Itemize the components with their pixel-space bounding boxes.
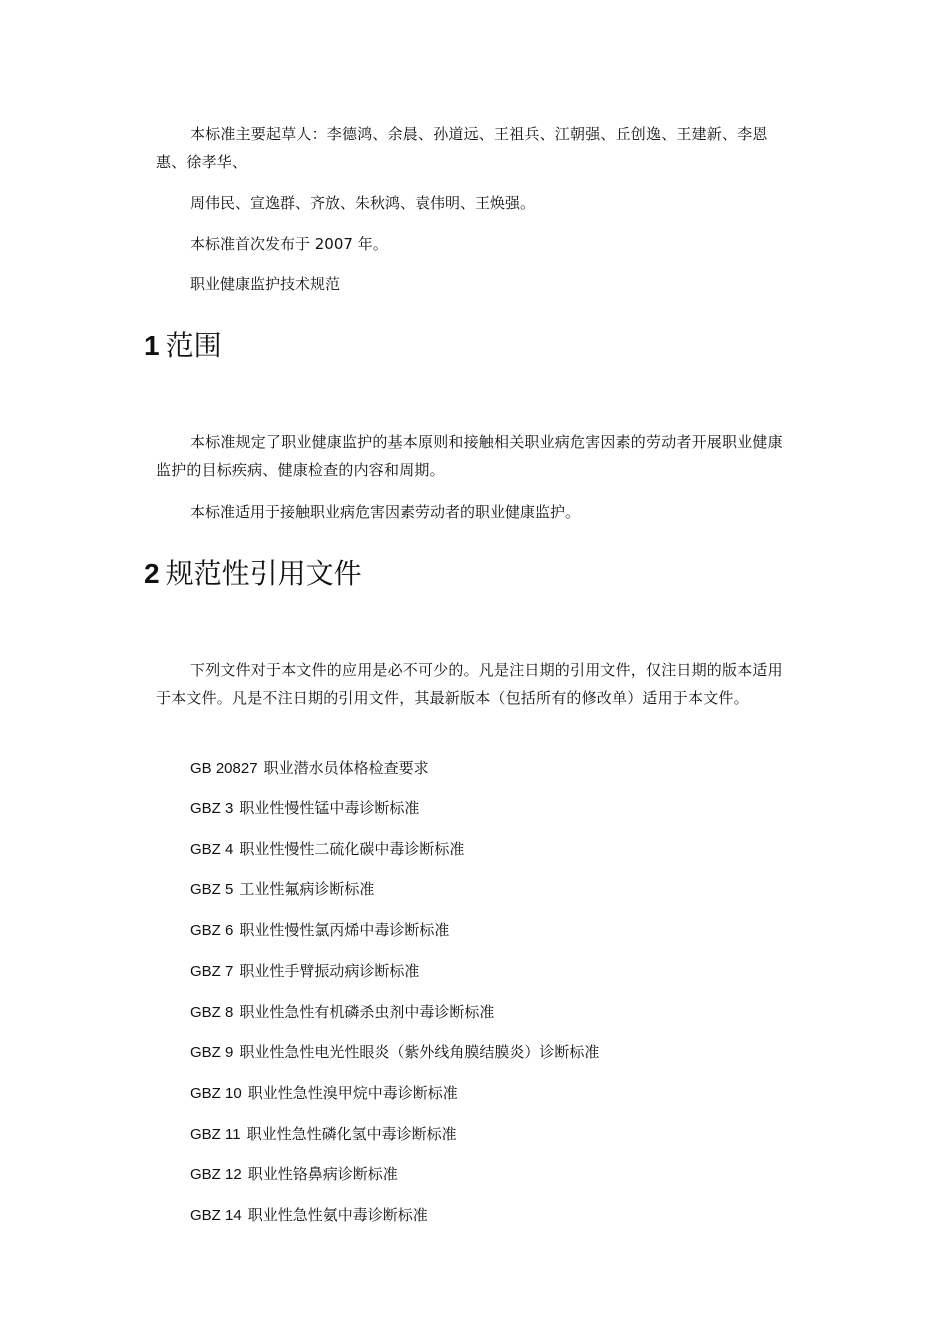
reference-item [190, 1204, 428, 1227]
section-1-number: 1 [144, 330, 160, 361]
reference-title: 职业性慢性二硫化碳中毒诊断标准 [239, 840, 465, 858]
reference-item [190, 960, 419, 983]
section-1-title: 范围 [165, 329, 222, 362]
references-intro: 下列文件对于本文件的应用是必不可少的。凡是注日期的引用文件，仅注日期的版本适用于本文件。凡是不注日期的引用文件，其最新版本（包括所有的修改单）适用于本文件。 [156, 661, 783, 707]
reference-code: GBZ 4 [190, 841, 234, 858]
section-1-heading [144, 328, 222, 364]
scope-paragraph-2: 本标准适用于接触职业病危害因素劳动者的职业健康监护。 [190, 503, 581, 521]
reference-title: 职业性急性电光性眼炎（紫外线角膜结膜炎）诊断标准 [239, 1043, 600, 1061]
drafters-paragraph: 本标准主要起草人：李德鸿、余晨、孙道远、王祖兵、江朝强、丘创逸、王建新、李恩惠、徐孝华、 [156, 125, 768, 171]
section-2-heading [144, 556, 362, 592]
reference-code: GBZ 12 [190, 1166, 242, 1183]
reference-item [190, 1123, 457, 1146]
reference-code: GBZ 5 [190, 881, 234, 898]
reference-item [190, 838, 464, 861]
reference-code: GBZ 11 [190, 1126, 241, 1143]
reference-title: 职业性手臂振动病诊断标准 [239, 962, 420, 980]
reference-code: GBZ 8 [190, 1004, 234, 1021]
first-issue-note: 本标准首次发布于 2007 年。 [190, 235, 388, 253]
reference-item [190, 878, 374, 901]
reference-title: 职业性慢性氯丙烯中毒诊断标准 [239, 921, 450, 939]
reference-code: GBZ 14 [190, 1207, 242, 1224]
reference-item [190, 1163, 398, 1186]
reference-code: GBZ 10 [190, 1085, 242, 1102]
reference-title: 职业性慢性锰中毒诊断标准 [239, 799, 420, 817]
reference-code: GB 20827 [190, 760, 258, 777]
reference-title: 职业性急性磷化氢中毒诊断标准 [246, 1125, 457, 1143]
reference-title: 职业性急性溴甲烷中毒诊断标准 [247, 1084, 458, 1102]
reference-title: 职业性急性有机磷杀虫剂中毒诊断标准 [239, 1003, 495, 1021]
reference-code: GBZ 9 [190, 1044, 234, 1061]
reference-item [190, 757, 429, 780]
reference-code: GBZ 7 [190, 963, 234, 980]
section-2-title: 规范性引用文件 [165, 557, 362, 590]
reference-item [190, 797, 419, 820]
reference-item [190, 1082, 458, 1105]
reference-item [190, 919, 449, 942]
reference-code: GBZ 6 [190, 922, 234, 939]
reference-title: 职业性铬鼻病诊断标准 [247, 1165, 398, 1183]
document-title: 职业健康监护技术规范 [190, 275, 341, 293]
reference-code: GBZ 3 [190, 800, 234, 817]
reference-title: 职业性急性氨中毒诊断标准 [247, 1206, 428, 1224]
scope-paragraph-1: 本标准规定了职业健康监护的基本原则和接触相关职业病危害因素的劳动者开展职业健康监护的目标疾病、健康检查的内容和周期。 [156, 433, 783, 479]
reference-title: 职业潜水员体格检查要求 [263, 759, 429, 777]
drafters-continuation: 周伟民、宣逸群、齐放、朱秋鸿、袁伟明、王焕强。 [190, 194, 536, 212]
reference-item [190, 1041, 599, 1064]
section-2-number: 2 [144, 558, 160, 589]
reference-item [190, 1001, 494, 1024]
reference-title: 工业性氟病诊断标准 [239, 880, 375, 898]
